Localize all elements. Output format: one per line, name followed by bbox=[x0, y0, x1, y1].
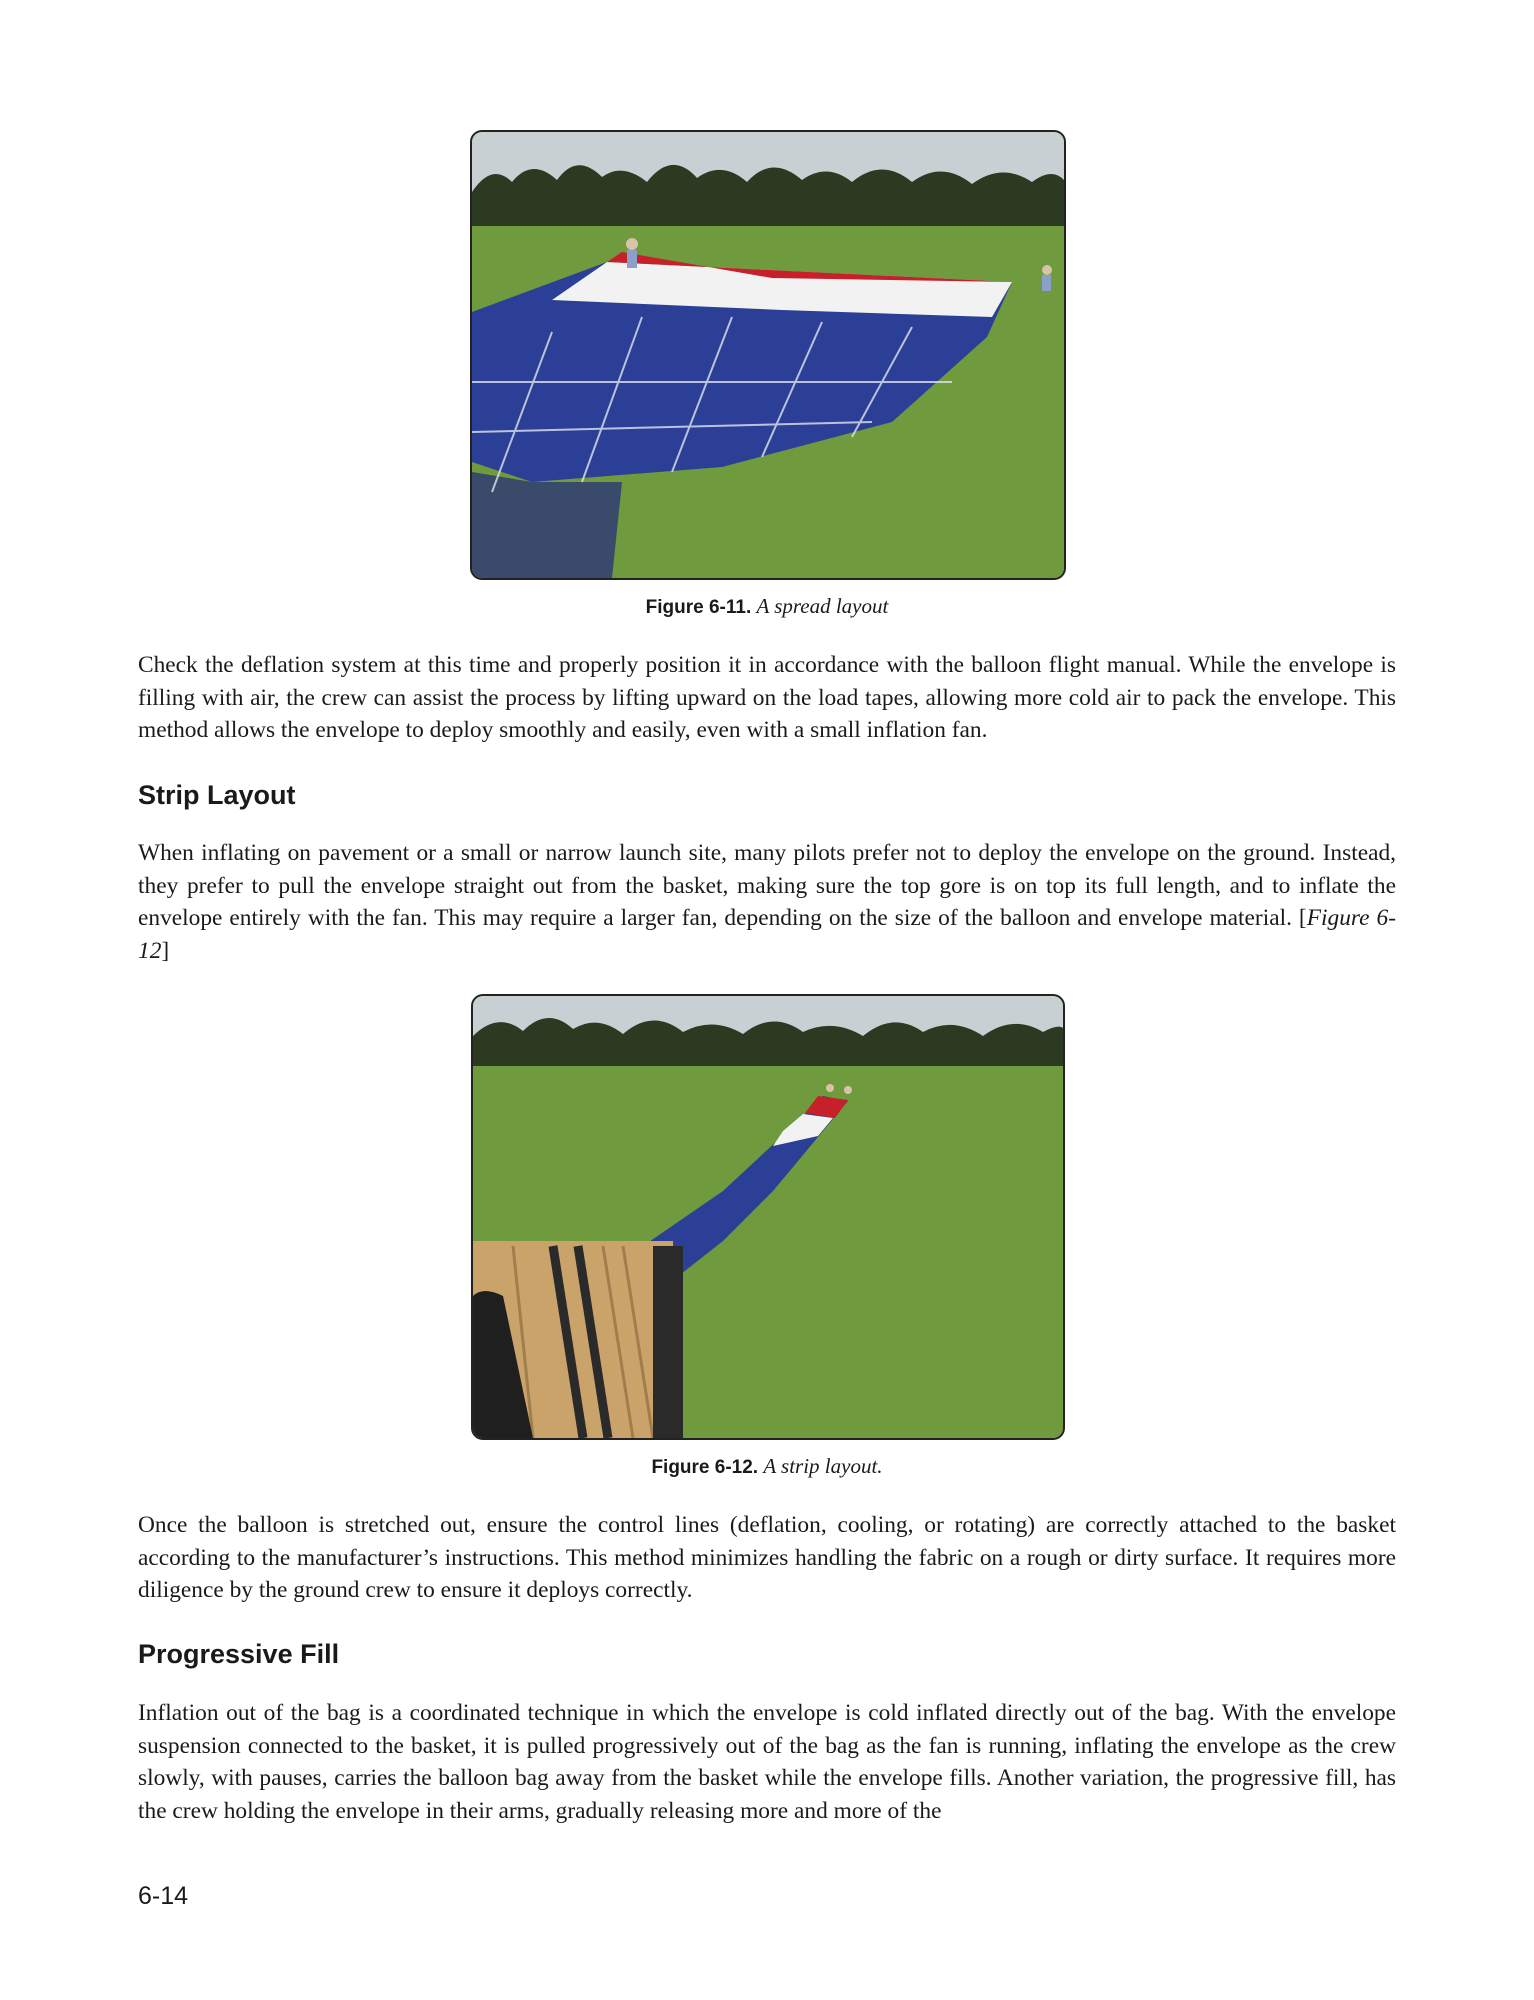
figure-6-12-caption-text: A strip layout. bbox=[763, 1454, 883, 1478]
crew-member bbox=[826, 1084, 834, 1092]
spread-layout-illustration bbox=[472, 132, 1064, 578]
figure-6-12-photo bbox=[471, 994, 1065, 1440]
figure-6-11-photo bbox=[470, 130, 1066, 580]
strip-layout-illustration bbox=[473, 996, 1063, 1438]
figure-6-12-caption bbox=[0, 1453, 1534, 1481]
paragraph-progressive-fill: Inflation out of the bag is a coordinated technique in which the envelope is cold inflated directly out of the bag. With the envelope suspension connected to the basket, it is pulled progressively out of the bag as the fan is running, inflating the envelope as the crew slowly, with pauses, carries the balloon bag away from the basket while the envelope fills. Another variation, the progressive fill, has the crew holding the envelope in their arms, gradually releasing more and more of the bbox=[138, 1700, 1396, 1824]
figure-6-11-caption bbox=[0, 593, 1534, 621]
crew-member-right bbox=[1042, 265, 1052, 275]
heading-progressive-fill: Progressive Fill bbox=[138, 1639, 340, 1669]
figure-ref-open-bracket: [ bbox=[1298, 905, 1307, 931]
figure-6-11-label: Figure 6-11. bbox=[645, 597, 752, 618]
page-number: 6-14 bbox=[138, 1882, 189, 1910]
paragraph-deflation-check: Check the deflation system at this time and properly position it in accordance with the balloon flight manual. While the envelope is filling with air, the crew can assist the process by lifting upward on the load tapes, allowing more cold air to pack the envelope. This method allows the envelope to deploy smoothly and easily, even with a small inflation fan. bbox=[138, 652, 1396, 743]
figure-ref-close-bracket: ] bbox=[161, 937, 170, 964]
paragraph-strip-layout-text: When inflating on pavement or a small or narrow launch site, many pilots prefer not to deploy the envelope on the ground. Instead, they prefer to pull the envelope straight out from the basket, making sure the top gore is on top its full length, and to inflate the envelope entirely with the fan. This may require a larger fan, depending on the size of the balloon and envelope material. bbox=[138, 840, 1396, 931]
figure-6-11-caption-text: A spread layout bbox=[756, 594, 889, 618]
heading-strip-layout: Strip Layout bbox=[138, 780, 296, 810]
figure-6-12-reference: Figure 6-12 bbox=[138, 905, 1396, 964]
crew-member bbox=[844, 1086, 852, 1094]
burner-frame bbox=[653, 1246, 683, 1438]
figure-6-12-label: Figure 6-12. bbox=[651, 1457, 759, 1478]
crew-member-left bbox=[626, 238, 638, 250]
paragraph-strip-layout bbox=[138, 837, 1396, 967]
paragraph-control-lines: Once the balloon is stretched out, ensure the control lines (deflation, cooling, or rotating) are correctly attached to the basket according to the manufacturer’s instructions. This method minimizes handling the fabric on a rough or dirty surface. It requires more diligence by the ground crew to ensure it deploys correctly. bbox=[138, 1512, 1396, 1603]
